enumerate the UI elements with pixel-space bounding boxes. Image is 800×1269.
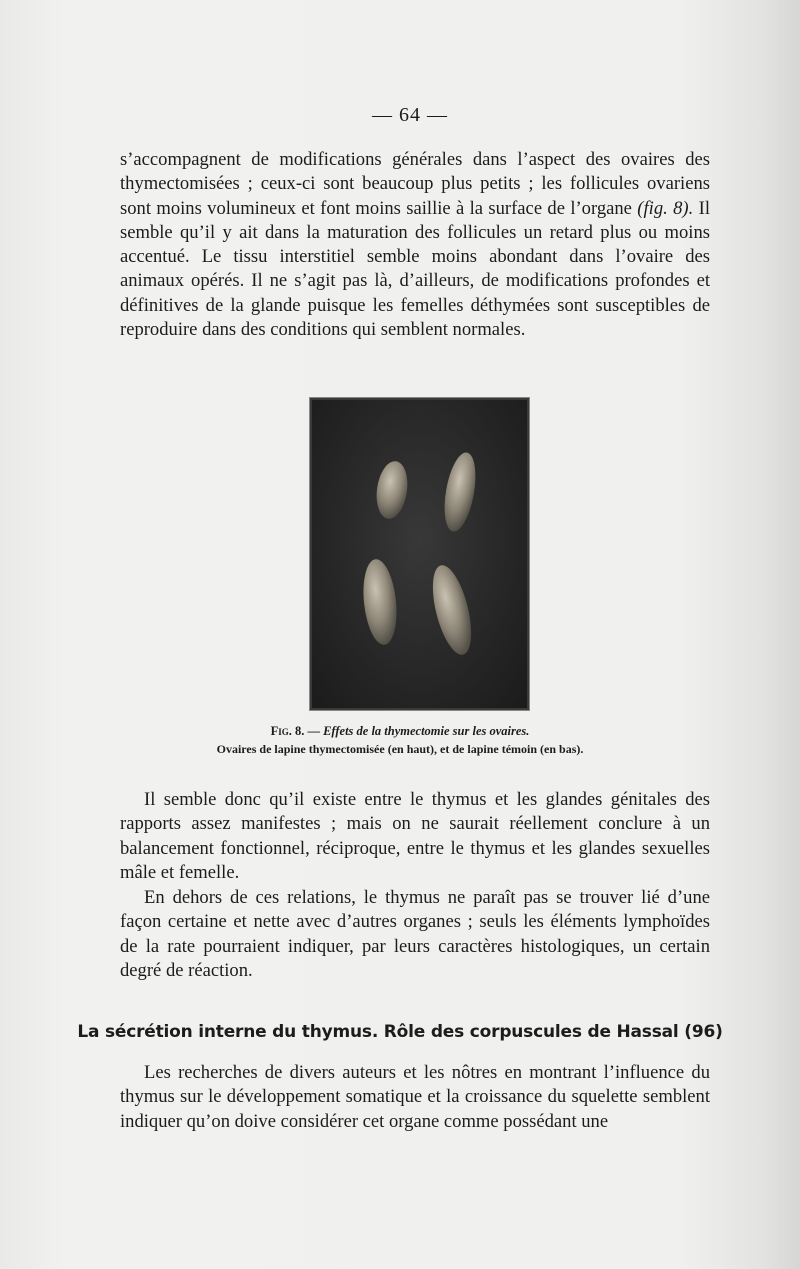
figure-label: Fig. 8. — [270, 724, 320, 738]
ovary-bottom-left [360, 558, 401, 647]
paragraph-1 [120, 148, 710, 342]
paragraph-1-text-b: Il semble qu’il y ait dans la maturation des follicules un retard plus ou moins accentué. Le tissu interstitiel semble moins abondant dans l’ovaire des animaux opérés. Il ne s’agit pas là, d’ailleurs, de modifications profondes et définitives de la glande puisque les femelles déthymées sont susceptibles de reproduire dans des conditions qui semblent normales. [120, 197, 710, 341]
figure-caption-title [0, 724, 800, 739]
paragraph-2: Il semble donc qu’il existe entre le thymus et les glandes génitales des rapports assez manifestes ; mais on ne saurait réellement conclure à un balancement fonctionnel, réciproque, entre le thymus et les glandes sexuelles mâle et femelle. [120, 789, 710, 883]
section-heading: La sécrétion interne du thymus. Rôle des corpuscules de Hassal (96) [77, 1022, 723, 1042]
paragraph-4: Les recherches de divers auteurs et les nôtres en montrant l’influence du thymus sur le développement somatique et la croissance du squelette semblent indiquer qu’on doive considérer cet organe comme possédant une [120, 1062, 710, 1132]
figure-reference: (fig. 8). [637, 197, 694, 219]
ovary-top-right [439, 450, 480, 534]
figure-caption: Ovaires de lapine thymectomisée (en haut), et de lapine témoin (en bas). [216, 742, 584, 756]
paragraph-3: En dehors de ces relations, le thymus ne paraît pas se trouver lié d’une façon certaine et nette avec d’autres organes ; seuls les éléments lymphoïdes de la rate pourraient indiquer, par leurs caractères histologiques, un certain degré de réaction. [120, 887, 710, 981]
figure-photograph [310, 398, 529, 710]
paragraph-1-text-a: s’accompagnent de modifications générales dans l’aspect des ovaires des thymectomisées ; ceux-ci sont beaucoup plus petits ; les follicules ovariens sont moins volumineux et font moins saillie à la surface de l’organe [120, 149, 710, 219]
ovary-bottom-right [425, 561, 478, 658]
figure-title: Effets de la thymectomie sur les ovaires. [323, 724, 530, 738]
ovary-top-left [373, 459, 411, 521]
page-number: — 64 — [372, 104, 448, 126]
